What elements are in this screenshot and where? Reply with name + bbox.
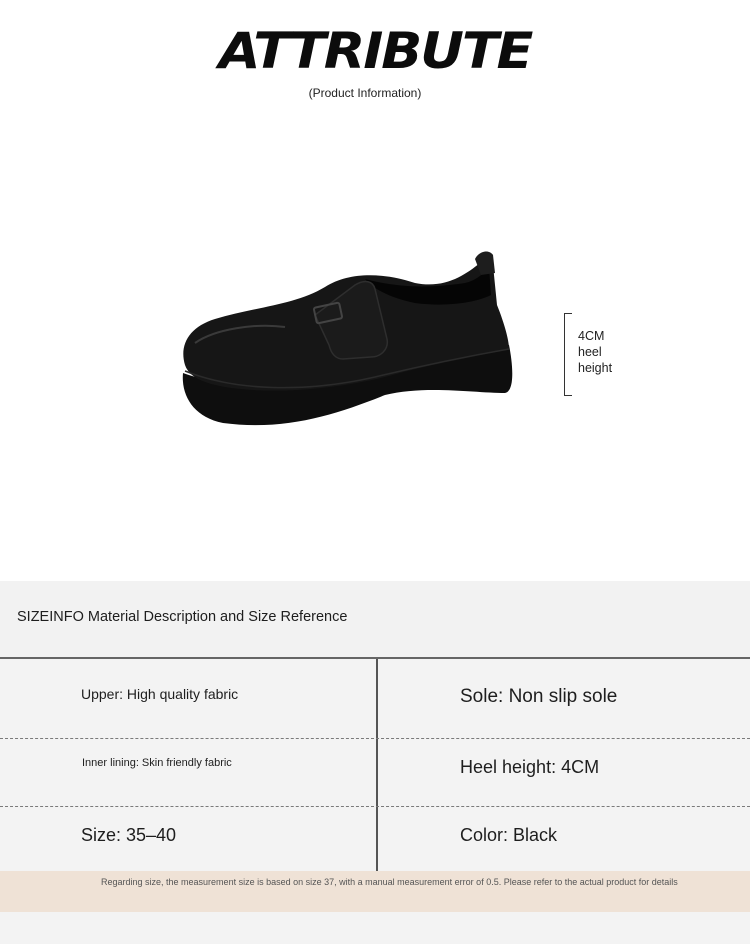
heel-label-value: 4CM: [578, 329, 605, 343]
size-note-band: [0, 871, 750, 912]
attr-heel-height: Heel height: 4CM: [460, 757, 600, 777]
attr-color: Color: Black: [460, 825, 558, 845]
page-subtitle: (Product Information): [308, 86, 422, 100]
page-title: ATTRIBUTE: [218, 22, 532, 80]
sizeinfo-heading: SIZEINFO Material Description and Size Reference: [17, 609, 348, 625]
table-row-divider: [0, 738, 750, 739]
attr-size: Size: 35–40: [81, 825, 177, 845]
size-note: Regarding size, the measurement size is based on size 37, with a manual measurement error of 0.5. Please refer to the actual product for details: [101, 877, 678, 887]
heel-label-word2: height: [578, 361, 613, 375]
shoe-image: [175, 245, 520, 430]
footer-strip: [0, 912, 750, 944]
sizeinfo-header: [0, 581, 750, 657]
attr-upper: Upper: High quality fabric: [81, 686, 239, 702]
heel-label-word: heel: [578, 345, 602, 359]
heel-height-bracket: [564, 313, 572, 396]
attr-inner-lining: Inner lining: Skin friendly fabric: [82, 757, 232, 769]
attr-sole: Sole: Non slip sole: [460, 686, 618, 707]
heel-height-label: [578, 328, 638, 376]
table-row-divider: [0, 806, 750, 807]
table-column-divider: [376, 659, 378, 871]
